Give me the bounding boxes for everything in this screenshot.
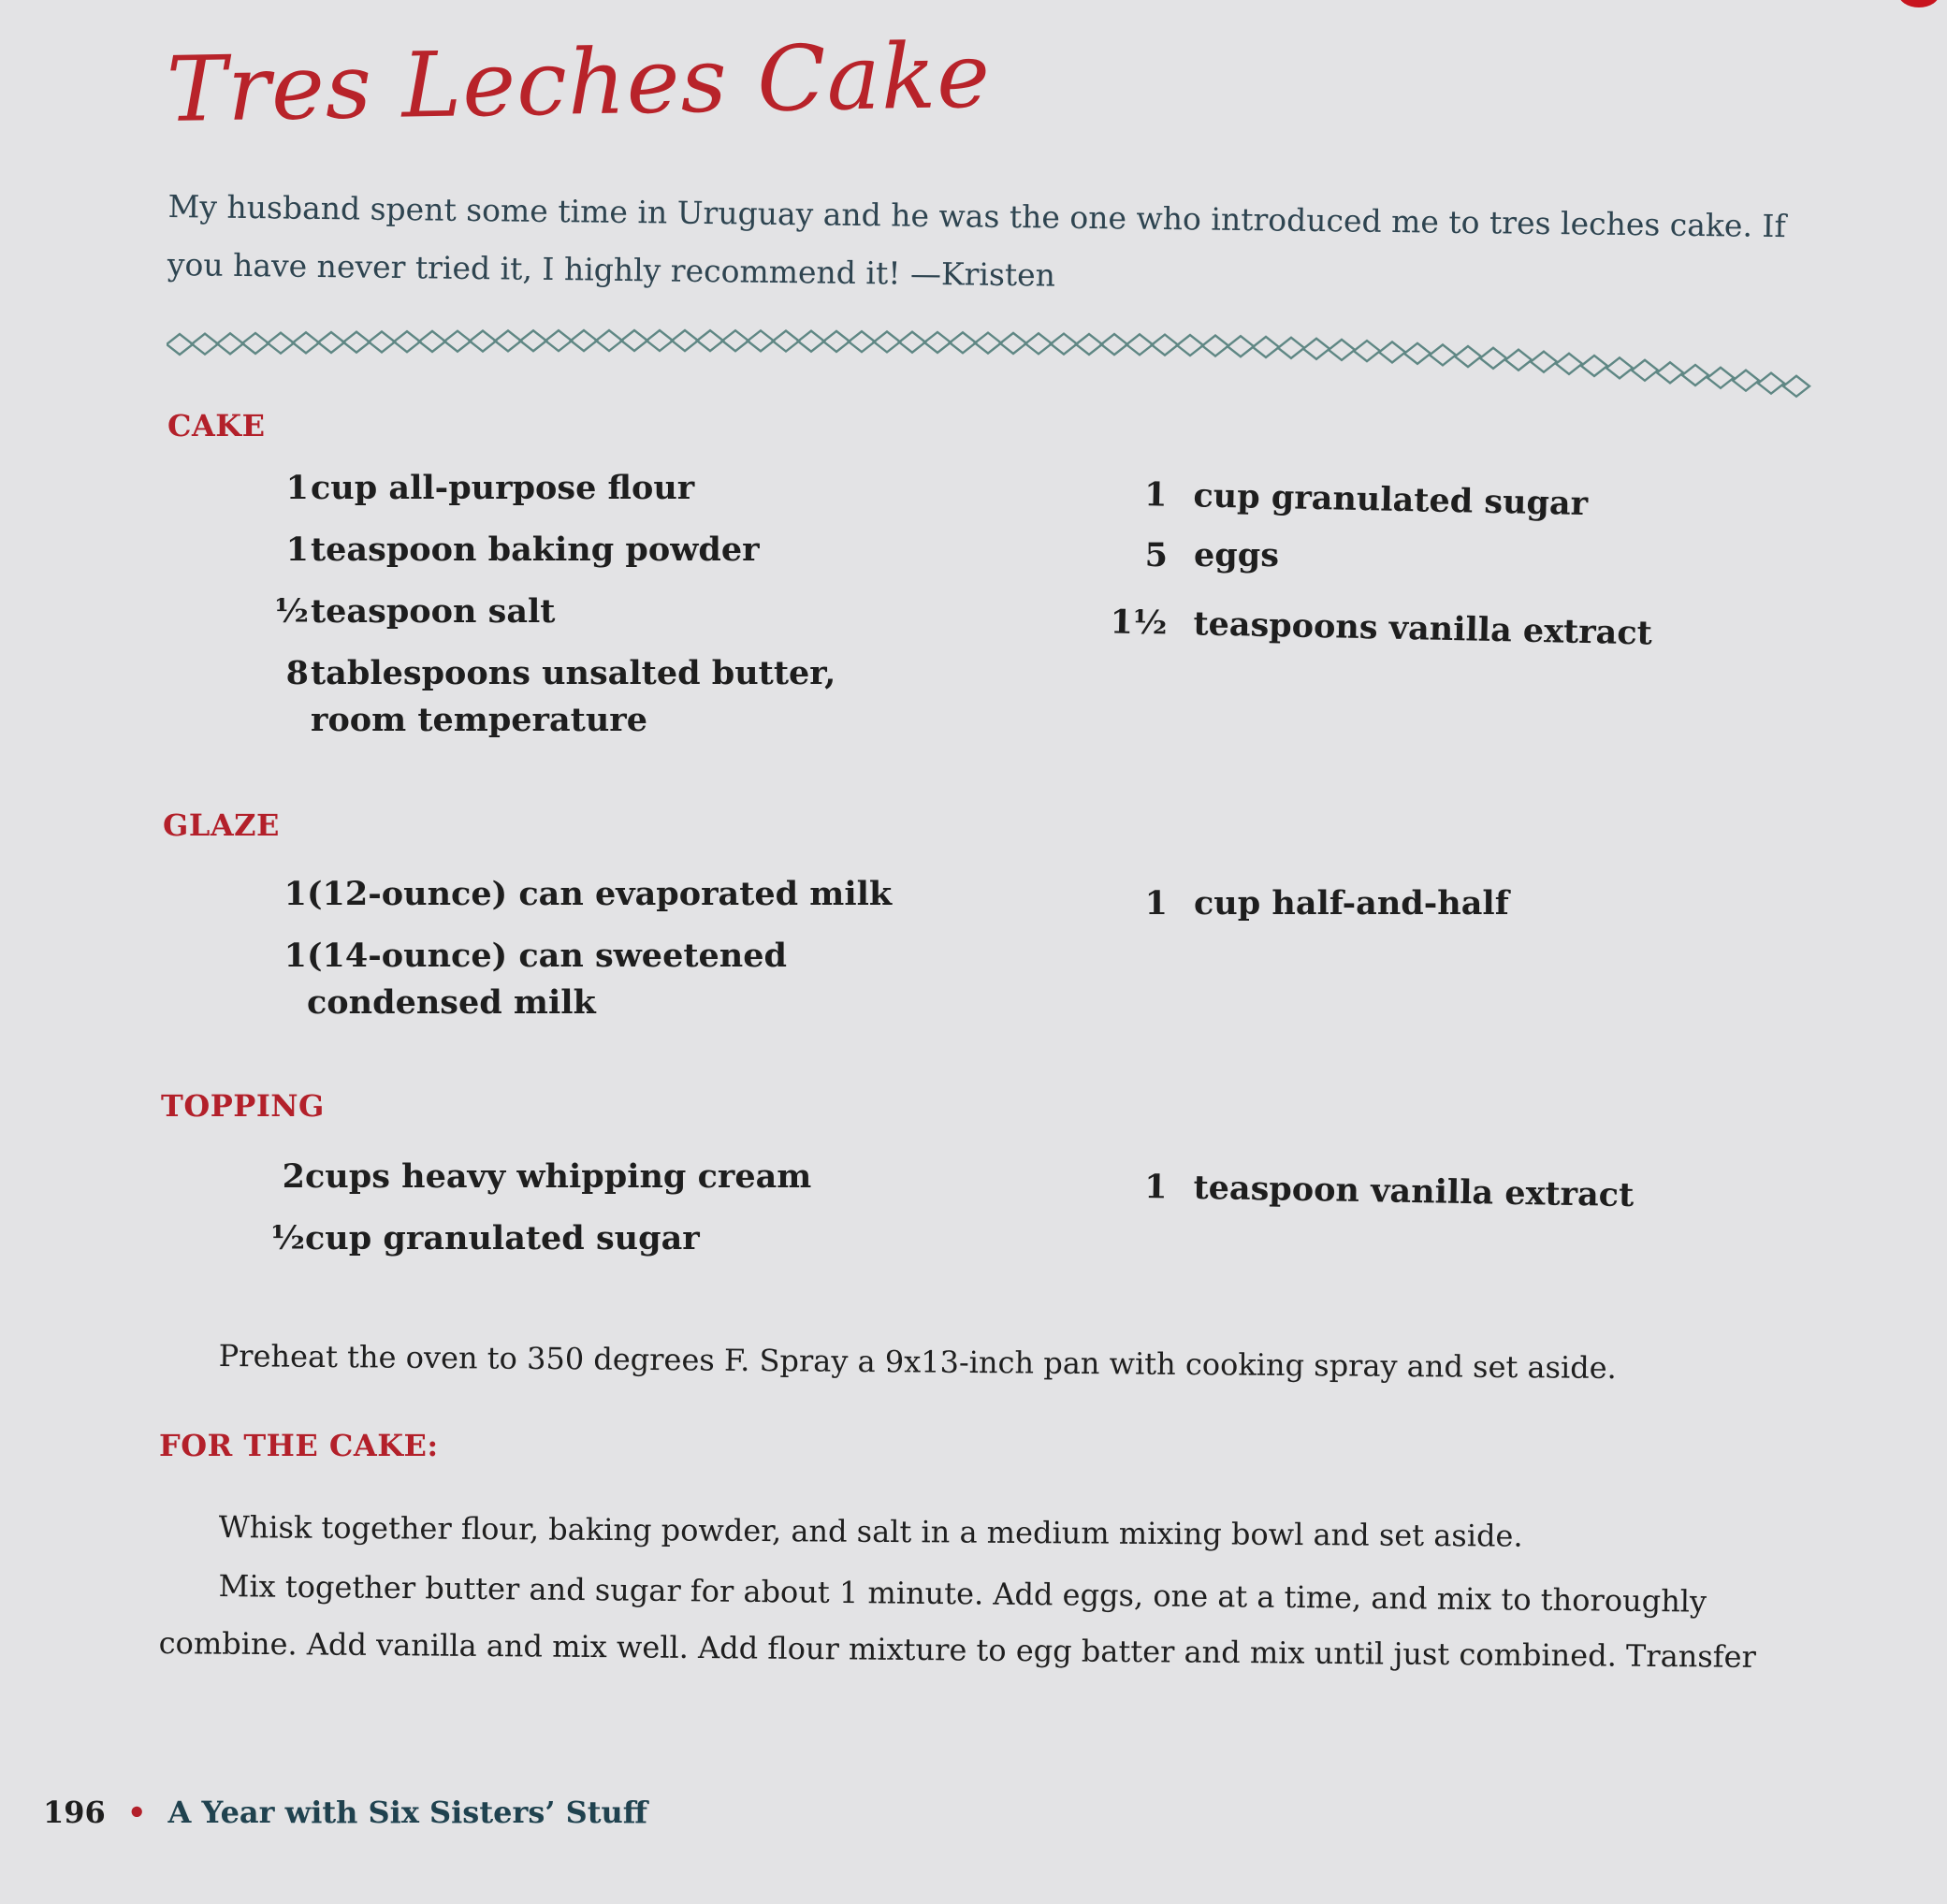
ingredient-quantity: 1 xyxy=(1143,1167,1168,1207)
ingredient-text: tablespoons unsalted butter, room temperature xyxy=(311,654,836,739)
divider-diamond xyxy=(924,332,951,353)
divider-diamond xyxy=(1228,336,1254,356)
ingredient-text: (14-ounce) can sweetened condensed milk xyxy=(307,937,787,1022)
divider-diamond xyxy=(318,332,344,353)
divider-diamond xyxy=(394,331,420,352)
ingredient-item xyxy=(230,1215,960,1262)
ingredient-item xyxy=(232,871,981,918)
divider-diamond xyxy=(1329,340,1355,360)
ingredient-item xyxy=(234,650,908,744)
divider-diamond xyxy=(1733,371,1759,391)
ingredient-quantity: 5 xyxy=(1144,536,1168,574)
section-heading-topping: TOPPING xyxy=(161,1088,325,1124)
divider-diamond xyxy=(242,333,269,354)
divider-diamond xyxy=(545,330,572,351)
divider-diamond xyxy=(1707,368,1734,388)
divider-diamond xyxy=(1278,338,1304,358)
divider-diamond xyxy=(369,331,395,352)
diamond-divider xyxy=(167,320,1832,404)
footer-separator: • xyxy=(126,1795,147,1830)
ingredient-item xyxy=(234,589,945,635)
ingredient-item xyxy=(1092,599,1804,661)
divider-diamond xyxy=(293,332,319,353)
instruction-step-2-line-1: Mix together butter and sugar for about 1 minute. Add eggs, one at a time, and mix to thoroughly xyxy=(218,1567,1707,1620)
divider-diamond xyxy=(672,330,698,351)
ingredient-text: eggs xyxy=(1194,536,1279,574)
ingredient-text: teaspoon vanilla extract xyxy=(1193,1168,1635,1215)
ingredient-text: teaspoon salt xyxy=(311,592,556,631)
ingredient-item xyxy=(234,527,945,574)
divider-diamond xyxy=(874,331,900,352)
divider-diamond xyxy=(1025,333,1052,354)
ingredient-item xyxy=(234,465,945,512)
divider-diamond xyxy=(1556,354,1582,374)
ingredient-quantity: ½ xyxy=(270,1219,305,1257)
ingredient-text: cups heavy whipping cream xyxy=(305,1157,812,1196)
divider-diamond xyxy=(798,331,824,352)
instruction-step-1: Whisk together flour, baking powder, and salt in a medium mixing bowl and set aside. xyxy=(218,1508,1523,1554)
divider-diamond xyxy=(722,330,748,351)
ingredient-item xyxy=(1093,532,1804,579)
divider-diamond xyxy=(1657,362,1683,383)
divider-diamond xyxy=(748,330,774,351)
section-heading-cake: CAKE xyxy=(167,408,266,443)
divider-diamond xyxy=(571,330,597,351)
ingredient-item xyxy=(230,1154,960,1200)
divider-diamond xyxy=(1126,334,1153,355)
divider-diamond xyxy=(849,331,875,352)
divider-diamond xyxy=(1253,337,1279,357)
divider-diamond xyxy=(621,330,647,351)
divider-diamond xyxy=(1354,341,1380,361)
ingredient-quantity: 2 xyxy=(282,1157,305,1196)
divider-diamond xyxy=(1303,339,1329,359)
ingredient-item xyxy=(1092,471,1804,532)
recipe-title: Tres Leches Cake xyxy=(166,22,992,142)
ingredient-quantity: 8 xyxy=(285,654,309,692)
divider-diamond xyxy=(1000,333,1026,354)
divider-diamond xyxy=(899,332,925,353)
divider-diamond xyxy=(1430,344,1456,365)
instruction-step-2-line-2: combine. Add vanilla and mix well. Add flour mixture to egg batter and mix until just combined. Transfer xyxy=(158,1624,1757,1675)
ingredient-quantity: 1 xyxy=(285,469,309,507)
corner-red-mark xyxy=(1898,0,1940,7)
divider-diamond xyxy=(1758,373,1784,394)
ingredient-quantity: ½ xyxy=(274,592,309,631)
divider-diamond xyxy=(470,331,496,352)
divider-diamond xyxy=(1177,335,1203,356)
divider-diamond xyxy=(1505,350,1532,371)
divider-diamond xyxy=(1202,336,1228,356)
divider-diamond xyxy=(1480,348,1506,369)
divider-diamond xyxy=(167,334,193,355)
ingredient-item xyxy=(1092,1163,1804,1222)
ingredient-text: cup half-and-half xyxy=(1194,884,1509,923)
divider-diamond xyxy=(1632,360,1658,381)
divider-diamond xyxy=(520,330,546,351)
ingredient-text: cup all-purpose flour xyxy=(311,469,695,507)
divider-diamond xyxy=(773,331,799,352)
ingredient-quantity: 1½ xyxy=(1110,603,1168,643)
divider-diamond xyxy=(1379,342,1405,362)
divider-diamond xyxy=(823,331,850,352)
ingredient-item xyxy=(1093,880,1804,927)
divider-diamond xyxy=(1152,335,1178,356)
divider-diamond xyxy=(647,330,673,351)
ingredient-text: cup granulated sugar xyxy=(1193,476,1589,524)
ingredient-quantity: 1 xyxy=(283,875,307,913)
book-title: A Year with Six Sisters’ Stuff xyxy=(167,1795,648,1830)
divider-diamond xyxy=(1404,343,1431,364)
divider-diamond xyxy=(1101,334,1127,355)
divider-diamond xyxy=(217,333,243,354)
divider-diamond xyxy=(950,332,976,353)
divider-diamond xyxy=(975,333,1001,354)
divider-diamond xyxy=(444,331,471,352)
section-heading-glaze: GLAZE xyxy=(163,807,280,843)
divider-diamond xyxy=(268,333,294,354)
divider-diamond xyxy=(419,331,445,352)
ingredient-text: (12-ounce) can evaporated milk xyxy=(307,875,893,913)
ingredient-text: teaspoon baking powder xyxy=(311,531,760,569)
recipe-intro: My husband spent some time in Uruguay and he was the one who introduced me to tres leches cake. If you have never tried it, I highly recommend it! —Kristen xyxy=(167,187,1786,294)
divider-diamond xyxy=(495,330,521,351)
divider-diamond xyxy=(1051,334,1077,355)
ingredient-text: teaspoons vanilla extract xyxy=(1193,604,1653,653)
divider-diamond xyxy=(1581,356,1607,376)
page-number: 196 xyxy=(43,1795,106,1830)
page-footer xyxy=(43,1795,647,1830)
divider-diamond xyxy=(1783,376,1809,397)
ingredient-quantity: 1 xyxy=(1144,884,1168,923)
divider-diamond xyxy=(1682,365,1708,385)
instruction-preheat: Preheat the oven to 350 degrees F. Spray a 9x13-inch pan with cooking spray and set aside. xyxy=(218,1337,1617,1387)
divider-diamond xyxy=(1455,346,1481,367)
divider-diamond xyxy=(1531,352,1557,372)
ingredient-quantity: 1 xyxy=(1143,475,1168,515)
ingredient-quantity: 1 xyxy=(285,531,309,569)
divider-diamond xyxy=(596,330,622,351)
ingredient-quantity: 1 xyxy=(283,937,307,975)
divider-diamond xyxy=(343,332,370,353)
section-heading-for-the-cake: FOR THE CAKE: xyxy=(159,1428,439,1463)
ingredient-item xyxy=(232,933,971,1026)
divider-diamond xyxy=(192,334,218,355)
divider-diamond xyxy=(1606,357,1633,378)
ingredient-text: cup granulated sugar xyxy=(305,1219,700,1257)
divider-diamond xyxy=(697,330,723,351)
divider-diamond xyxy=(1076,334,1102,355)
